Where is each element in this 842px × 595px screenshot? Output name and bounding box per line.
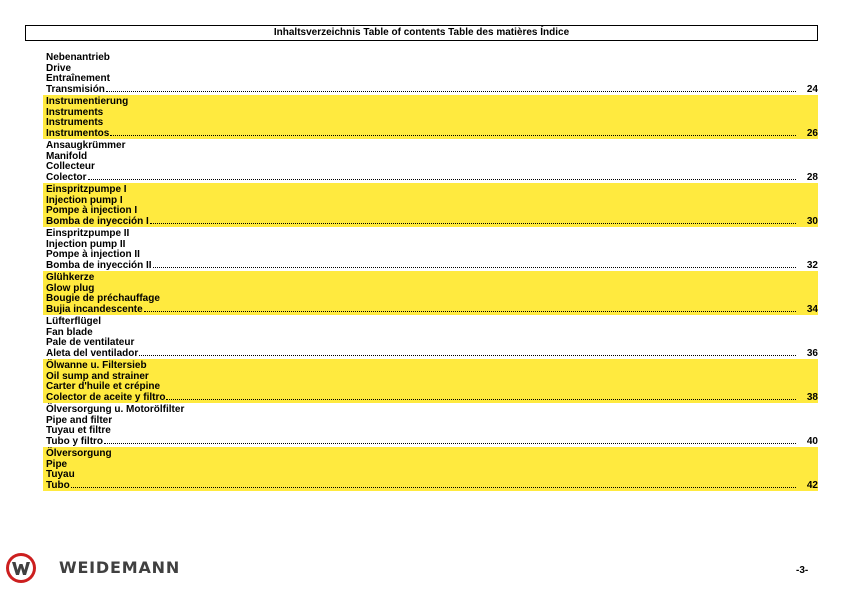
toc-entry-title: Transmisión xyxy=(46,84,105,95)
toc-entry-title: Fan blade xyxy=(46,326,93,338)
toc-entry[interactable] xyxy=(43,183,818,227)
toc-entry[interactable] xyxy=(43,315,818,359)
toc-header xyxy=(25,25,818,41)
toc-entry-title: Colector de aceite y filtro xyxy=(46,392,166,403)
toc-entry-title: Colector xyxy=(46,172,87,183)
toc-page-number: 42 xyxy=(806,480,818,491)
toc-entry-last-line xyxy=(46,391,818,402)
dot-leader xyxy=(106,83,796,92)
toc-page-number: 24 xyxy=(806,84,818,95)
dot-leader xyxy=(139,347,796,356)
toc-entry[interactable] xyxy=(43,51,818,95)
toc-entry-title: Pipe xyxy=(46,458,68,470)
toc-page-number: 32 xyxy=(806,260,818,271)
toc-page-number: 36 xyxy=(806,348,818,359)
toc-entry-title: Lüfterflügel xyxy=(46,316,101,327)
toc-page-number: 26 xyxy=(806,128,818,139)
toc-entry-title: Einspritzpumpe I xyxy=(46,184,127,195)
toc-entry-title: Pompe à injection I xyxy=(46,205,138,216)
toc-page-number: 30 xyxy=(806,216,818,227)
toc-entry-last-line xyxy=(46,347,818,358)
toc-entry-title: Tubo y filtro xyxy=(46,436,104,447)
toc-header-title: Inhaltsverzeichnis Table of contents Table des matières Índice xyxy=(273,27,570,38)
toc-entry-title: Collecteur xyxy=(46,161,95,172)
toc-entry[interactable] xyxy=(43,271,818,315)
dot-leader xyxy=(110,127,796,136)
toc-entry-title: Tubo xyxy=(46,480,70,491)
toc-entry-title: Nebenantrieb xyxy=(46,52,110,63)
dot-leader xyxy=(88,171,796,180)
brand-name: WEIDEMANN xyxy=(59,558,181,577)
toc-entry-title: Instruments xyxy=(46,117,104,128)
toc-entry-title: Bougie de préchauffage xyxy=(46,293,160,304)
page-number: -3- xyxy=(796,565,809,576)
toc-entry-last-line xyxy=(46,259,818,270)
toc-entry-title: Pipe and filter xyxy=(46,414,113,426)
toc-entry-title: Bomba de inyección I xyxy=(46,216,149,227)
toc-entry[interactable] xyxy=(43,95,818,139)
toc-entry-title: Glow plug xyxy=(46,282,95,294)
toc-entry-last-line xyxy=(46,127,818,138)
toc-entry-title: Pale de ventilateur xyxy=(46,337,135,348)
dot-leader xyxy=(104,435,796,444)
toc-entry[interactable] xyxy=(43,447,818,491)
toc-entry[interactable] xyxy=(43,359,818,403)
toc-entry-last-line xyxy=(46,303,818,314)
toc-page-number: 40 xyxy=(806,436,818,447)
toc-page-number: 28 xyxy=(806,172,818,183)
dot-leader xyxy=(150,215,796,224)
toc-entry-title: Instrumentos xyxy=(46,128,110,139)
dot-leader xyxy=(144,303,796,312)
toc-entry[interactable] xyxy=(43,403,818,447)
toc-entry-title: Carter d'huile et crépine xyxy=(46,381,161,392)
toc-entry-title: Glühkerze xyxy=(46,272,95,283)
toc-page-number: 38 xyxy=(806,392,818,403)
toc-entry-title: Bujia incandescente xyxy=(46,304,143,315)
toc-entry-title: Manifold xyxy=(46,150,88,162)
toc-entry-last-line xyxy=(46,215,818,226)
toc-entry-title: Tuyau et filtre xyxy=(46,425,111,436)
toc-entry-title: Injection pump I xyxy=(46,194,123,206)
dot-leader xyxy=(166,391,796,400)
toc-entry-last-line xyxy=(46,479,818,490)
toc-entry-title: Tuyau xyxy=(46,469,75,480)
table-of-contents xyxy=(43,51,818,491)
toc-entry[interactable] xyxy=(43,139,818,183)
toc-entry-title: Instruments xyxy=(46,106,104,118)
toc-entry-title: Ansaugkrümmer xyxy=(46,140,126,151)
toc-entry-title: Instrumentierung xyxy=(46,96,129,107)
toc-entry-last-line xyxy=(46,171,818,182)
toc-entry-last-line xyxy=(46,83,818,94)
toc-entry-title: Pompe à injection II xyxy=(46,249,140,260)
toc-entry-title: Oil sump and strainer xyxy=(46,370,149,382)
toc-page-number: 34 xyxy=(806,304,818,315)
toc-entry-last-line xyxy=(46,435,818,446)
toc-entry-title: Aleta del ventilador xyxy=(46,348,139,359)
toc-entry-title: Ölversorgung xyxy=(46,448,112,459)
toc-entry-title: Entraînement xyxy=(46,73,110,84)
toc-entry-title: Ölwanne u. Filtersieb xyxy=(46,360,147,371)
dot-leader xyxy=(71,479,796,488)
toc-entry-title: Drive xyxy=(46,62,72,74)
weidemann-w-logo-icon xyxy=(5,552,37,584)
toc-entry-title: Injection pump II xyxy=(46,238,126,250)
toc-entry-title: Ölversorgung u. Motorölfilter xyxy=(46,404,185,415)
toc-entry-title: Bomba de inyección II xyxy=(46,260,152,271)
toc-entry-title: Einspritzpumpe II xyxy=(46,228,130,239)
toc-entry[interactable] xyxy=(43,227,818,271)
dot-leader xyxy=(153,259,796,268)
